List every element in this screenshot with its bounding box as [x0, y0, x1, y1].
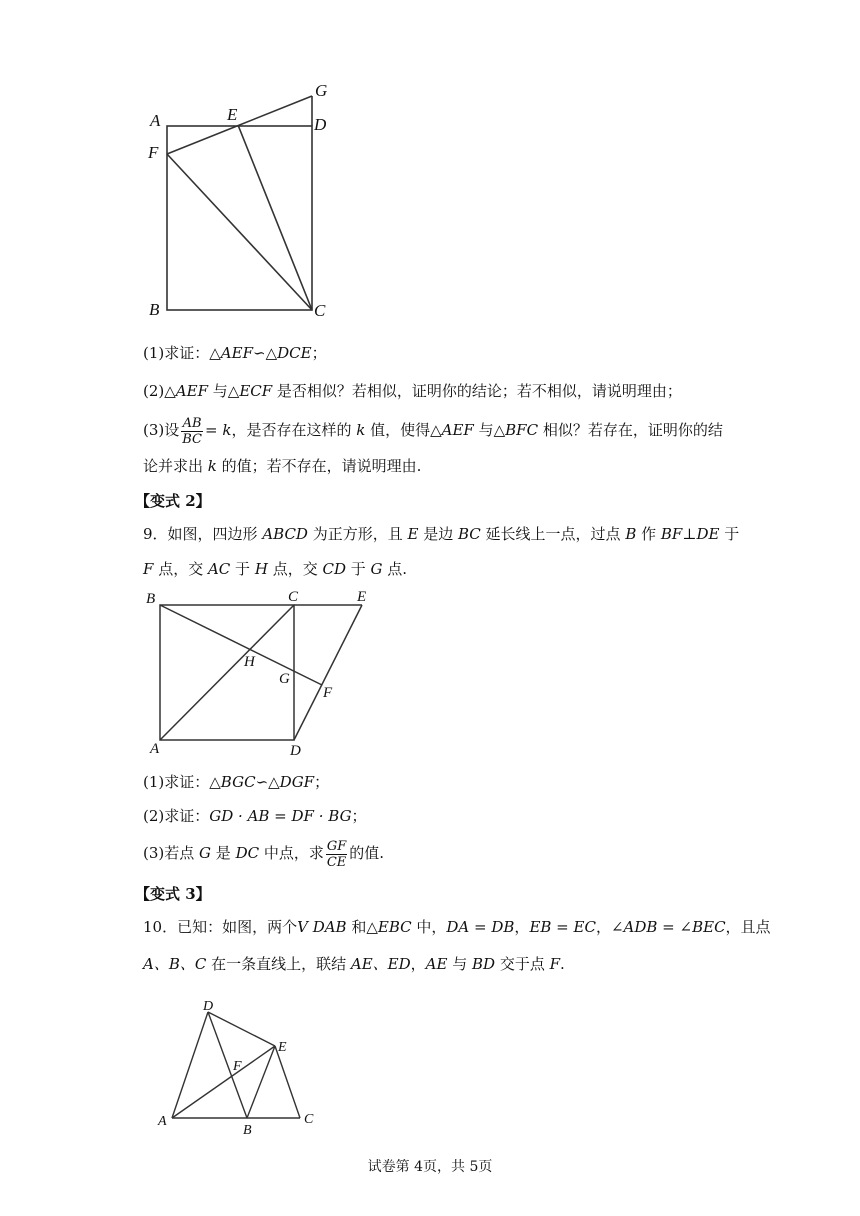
q9-part3: (3)若点 G 是 DC 中点，求 $\frac{GF}{CE}$ 的值. [143, 838, 385, 870]
label-d: D [314, 115, 327, 134]
q10-stem-line1: 10．已知：如图，两个V DAB 和△EBC 中，DA = DB，EB = EC，∠ADB = ∠BEC，且点 [143, 918, 771, 936]
label-g: G [279, 671, 290, 687]
label-f: F [323, 685, 333, 701]
q9-part1: (1)求证：△BGC∽△DGF； [143, 773, 330, 791]
segment-ec [238, 125, 312, 310]
label-a: A [150, 111, 161, 130]
q9-stem-line2: F 点，交 AC 于 H 点，交 CD 于 G 点. [143, 560, 408, 578]
q8-part3: (3)设 $\frac{AB}{BC}$ = k，是否存在这样的 k 值，使得△AEF 与△BFC 相似？若存在，证明你的结 [143, 415, 723, 447]
figure-square-abcd [140, 586, 380, 758]
label-c: C [304, 1112, 314, 1127]
rect-abcd [167, 126, 312, 310]
variant-3-heading: 【变式 3】 [135, 885, 211, 903]
fraction-gf-ce: $\frac{GF}{CE}$ [326, 838, 347, 870]
segment-ae [172, 1046, 275, 1118]
q8-part3-line2: 论并求出 k 的值；若不存在，请说明理由. [143, 457, 422, 475]
label-f: F [148, 143, 159, 162]
label-b: B [149, 300, 160, 319]
fraction-ab-bc: $\frac{AB}{BC}$ [182, 415, 202, 447]
segment-bf [160, 605, 322, 685]
page-footer: 试卷第 4页，共 5页 [367, 1159, 493, 1175]
label-d: D [203, 999, 214, 1014]
segment-be [247, 1046, 275, 1118]
q8-part1: (1)求证：△AEF∽△DCE； [143, 344, 327, 362]
label-e: E [278, 1040, 287, 1055]
figure-triangles-dab-ebc [150, 996, 330, 1138]
label-g: G [315, 81, 328, 100]
q9-part2: (2)求证：GD · AB = DF · BG； [143, 807, 367, 825]
label-h: H [244, 654, 255, 670]
variant-2-heading: 【变式 2】 [135, 492, 211, 510]
label-a: A [150, 741, 160, 757]
segment-fg [167, 96, 312, 154]
label-e: E [227, 105, 238, 124]
label-a: A [158, 1114, 167, 1129]
q9-stem-line1: 9．如图，四边形 ABCD 为正方形，且 E 是边 BC 延长线上一点，过点 B 作 BF⊥DE 于 [143, 525, 740, 543]
label-d: D [290, 743, 301, 758]
figure-rectangle-abcd [140, 78, 340, 323]
label-c: C [314, 301, 326, 320]
label-b: B [146, 591, 156, 607]
q10-stem-line2: A、B、C 在一条直线上，联结 AE、ED，AE 与 BD 交于点 F. [143, 955, 565, 973]
segment-ec [275, 1046, 300, 1118]
segment-fc [167, 154, 312, 310]
label-e: E [357, 589, 367, 605]
label-f: F [233, 1059, 242, 1074]
q8-part2: (2)△AEF 与△ECF 是否相似？若相似，证明你的结论；若不相似，请说明理由； [143, 382, 682, 400]
label-b: B [243, 1123, 252, 1138]
label-c: C [288, 589, 299, 605]
diagonal-ac [160, 605, 294, 740]
segment-ed [294, 605, 362, 740]
segment-ad [172, 1012, 208, 1118]
